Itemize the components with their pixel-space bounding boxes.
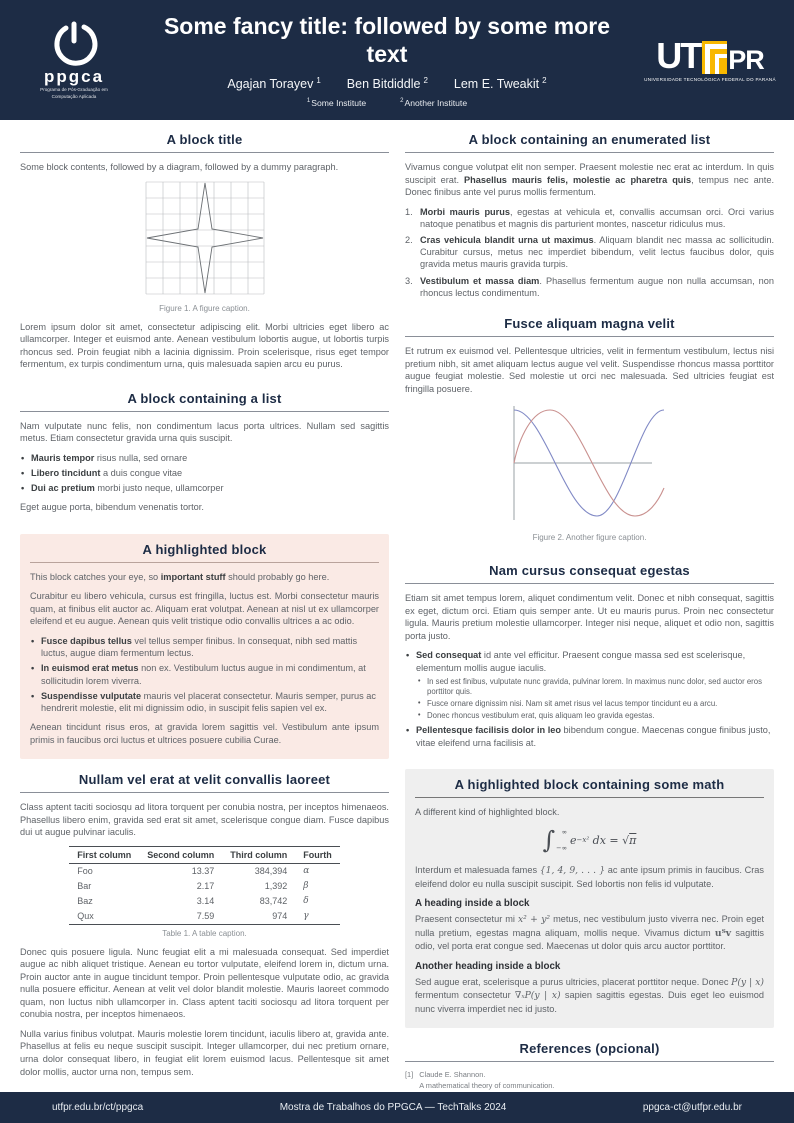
author-affiliation-sup: 1 <box>316 76 321 86</box>
table-row: Baz 3.14 83,742 δ <box>77 896 309 907</box>
block-heading: A highlighted block containing some math <box>415 777 764 798</box>
right-column <box>405 132 775 1091</box>
table-caption: Table 1. A table caption. <box>162 928 247 938</box>
figure-1 <box>20 181 389 313</box>
sub-heading: A heading inside a block <box>415 898 530 910</box>
ppgca-logo <box>14 20 134 100</box>
paragraph: A different kind of highlighted block. <box>415 806 560 817</box>
utfpr-f-glyph <box>702 41 727 74</box>
sub-bullet-list <box>418 677 774 722</box>
bullet-list <box>405 649 774 748</box>
block-heading: A block containing a list <box>20 391 389 412</box>
paragraph: Praesent consectetur mi x² + y² metus, nec vestibulum justo viverra nec. Proin eget nulla pretium, egestas magna aliquam, mollis neque. Vivamus dictum uᵀv sagittis odio, vel porta erat congue sed. Maecenas ut dolor quis arcu auctor porttitor. <box>415 914 764 952</box>
paragraph: Lorem ipsum dolor sit amet, consectetur adipiscing elit. Morbi ultricies eget libero ac ullamcorper. Integer et euismod ante. Aenean vestibulum lobortis augue, ut lobortis turpis rhoncus sed. Proin feugiat nibh a lacinia dignissim. Proin scelerisque, risus eget tempor fermentum, ex turpis condimentum urna, quis malesuada sapien arcu eu purus. <box>20 321 389 370</box>
footer-email-link[interactable]: ppgca-ct@utfpr.edu.br <box>642 1102 742 1113</box>
figure-caption: Figure 1. A figure caption. <box>159 303 250 313</box>
paragraph: Donec quis posuere ligula. Nunc feugiat elit a mi malesuada consequat. Sed imperdiet augue ac nibh aliquet tristique. Aenean eu tortor vulputate, eleifend lorem in, dictum urna. Proin auctor ante in augue tincidunt tempor. Proin pellentesque vulputate odio, ac gravida nulla posuere efficitur. Aenean at velit vel dolor blandit molestie. Mauris laoreet commodo quam, non luctus nibh ullamcorper in. Class aptent taciti sociosqu ad litora torquent per conubia nostra, per inceptos himenaeos. <box>20 946 389 1020</box>
list-item: • Pellentesque facilisis dolor in leo bibendum congue. Maecenas congue finibus justo, vitae eleifend urna facilisis at. <box>405 724 774 748</box>
sub-list-item: • Fusce ornare dignissim nisi. Nam sit amet risus vel lacus tempor tincidunt eu a arcu. <box>418 699 774 709</box>
reference-number: [1] <box>405 1070 414 1080</box>
utfpr-logo <box>640 35 780 82</box>
block-heading: Nam cursus consequat egestas <box>405 563 774 584</box>
table-row: Bar 2.17 1,392 β <box>77 881 309 892</box>
block-table <box>20 772 389 1085</box>
column-header: Second column <box>139 846 222 863</box>
footer-website-link[interactable]: utfpr.edu.br/ct/ppgca <box>52 1102 144 1113</box>
star-diagram <box>145 181 265 295</box>
display-equation: ∫ ∞ −∞ e −x² dx = √π <box>542 826 637 855</box>
paragraph: Nulla varius finibus volutpat. Mauris molestie lorem tincidunt, iaculis libero at, gravida ante. Phasellus at felis eu neque suscipit suscipit. Integer ullamcorper, dui nec pretium ornare, urna dolor consequat libero, in feugiat elit lorem euismod lacus. Pellentesque sit amet dolor mollis, auctor urna non, tempus sem. <box>20 1028 389 1077</box>
column-header: Third column <box>222 846 295 863</box>
institute: $^2$Another Institute <box>400 98 468 109</box>
paragraph: Vivamus congue volutpat elit non semper. Praesent molestie nec erat ac interdum. In quis suscipit erat. Phasellus mauris felis, molestie ac pharetra quis, tempus nec ante. Donec finibus ante vel purus mollis fermentum. <box>405 162 775 198</box>
block-heading: Nullam vel erat at velit convallis laoreet <box>20 772 389 793</box>
column-header: First column <box>69 846 139 863</box>
figure-caption: Figure 2. Another figure caption. <box>532 533 647 543</box>
paragraph: Et rutrum ex euismod vel. Pellentesque ultricies, velit in fermentum vestibulum, lectus nisi pretium nibh, sit amet aliquam lectus augue vel velit. Suspendisse rhoncus massa porttitor augue feugiat molestie. Sed molestie ut orci nec malesuada. Sed ultricies feugiat est fringilla posuere. <box>405 346 774 394</box>
block-math-highlighted <box>405 769 774 1029</box>
list-item: Morbi mauris purus, egestas at vehicula et, convallis accumsan orci. Orci varius natoque penatibus et magnis dis parturient montes, nascetur ridiculus mus. <box>420 206 774 229</box>
figure-2 <box>405 402 774 542</box>
authors-line <box>227 76 546 91</box>
list-item: • Libero tincidunt a duis congue vitae <box>20 467 389 479</box>
paragraph: Curabitur eu libero vehicula, cursus est fringilla, luctus est. Morbi consectetur mauris quam, at finibus elit auctor ac. Aliquam erat volutpat. Aenean at nisl ut ex ullamcorper eleifend et eu augue. Aenean quis velit tristique odio convallis ultrices a ac odio. <box>30 591 379 627</box>
left-column <box>20 132 389 1080</box>
table-header-row <box>69 846 340 863</box>
block-heading: A highlighted block <box>30 542 379 563</box>
header-center <box>134 12 640 109</box>
list-item: • Sed consequat id ante vel efficitur. Praesent congue massa sed est scelerisque, elementum mollis augue iaculis. • In sed est finibus, vulputate nunc gravida, pulvinar lorem. In maximus nunc dolor, sed auctor eros porttitor quis. • Fusce ornare dignissim nisi. Nam sit amet risus vel lacus tempor tincidunt eu a arcu. • Donec rhoncus vestibulum erat, quis aliquam leo gravida egestas. <box>405 649 774 721</box>
bullet-list <box>30 635 379 714</box>
data-table <box>69 846 340 925</box>
author-affiliation-sup: 2 <box>542 76 547 86</box>
list-item: • Dui ac pretium morbi justo neque, ullamcorper <box>20 482 389 494</box>
list-item: • Mauris tempor risus nulla, sed ornare <box>20 452 389 464</box>
block-heading: A block title <box>20 132 389 153</box>
table-row: Qux 7.59 974 γ <box>69 909 340 925</box>
utfpr-logo-mark <box>656 35 764 76</box>
block-enumerated-list <box>405 132 774 303</box>
sub-list-item: • In sed est finibus, vulputate nunc gravida, pulvinar lorem. In maximus nunc dolor, sed auctor eros porttitor quis. <box>418 677 774 697</box>
author: Agajan Torayev $^1$ <box>227 76 321 92</box>
power-icon <box>51 20 97 66</box>
paragraph: Interdum et malesuada fames {1, 4, 9, . . . } ac ante ipsum primis in faucibus. Cras eleifend dolor eu nulla suscipit suscipit. Sed lobortis non felis id vulputate. <box>415 865 764 889</box>
column-header: Fourth <box>295 846 340 863</box>
block-figure-2 <box>405 316 774 550</box>
block-a-block-title <box>20 132 389 378</box>
poster-title: Some fancy title: followed by some more text <box>163 12 611 68</box>
ppgca-logo-caption: Programa de Pós-Graduação em Computação Aplicada <box>40 87 108 99</box>
institutes-line <box>307 98 467 108</box>
poster-header <box>0 0 794 120</box>
paragraph: Etiam sit amet tempus lorem, aliquet condimentum velit. Donec et nibh consequat, sagittis ex eget, dictum orci. Etiam quis semper ante. Ut eu mauris purus. Proin nec consectetur ligula. Mauris pretium molestie ullamcorper. Integer nisi neque, aliquet et odio non, sagittis porta justo. <box>405 593 774 641</box>
sub-heading: Another heading inside a block <box>415 960 561 972</box>
author-affiliation-sup: 2 <box>423 76 428 86</box>
list-item: Vestibulum et massa diam. Phasellus fermentum augue non nulla accumsan, non rhoncus lectus condimentum. <box>420 275 774 298</box>
paragraph: Eget augue porta, bibendum venenatis tortor. <box>20 502 204 513</box>
block-heading: References (opcional) <box>405 1041 774 1062</box>
block-list <box>20 391 389 521</box>
paragraph: Class aptent taciti sociosqu ad litora torquent per conubia nostra, per inceptos himenaeos. Phasellus libero enim, gravida sed erat sit amet, scelerisque congue diam. Fusce dapibus dui ut augue pulvinar iaculis. <box>20 802 389 838</box>
bullet-list <box>20 452 389 495</box>
sub-list-item: • Donec rhoncus vestibulum erat, quis aliquam leo gravida egestas. <box>418 711 774 721</box>
block-heading: Fusce aliquam magna velit <box>405 316 774 337</box>
block-highlighted <box>20 534 389 760</box>
paragraph: This block catches your eye, so important stuff should probably go here. <box>30 571 330 582</box>
author: Lem E. Tweakit $^2$ <box>453 76 547 92</box>
sine-wave-plot <box>502 402 677 524</box>
poster-footer <box>0 1092 794 1123</box>
utfpr-ut: UT <box>656 35 701 76</box>
list-item: • In euismod erat metus non ex. Vestibulum luctus augue in mi condimentum, at sollicitudin lorem viverra. <box>30 662 379 686</box>
footer-event-name: Mostra de Trabalhos do PPGCA — TechTalks 2024 <box>279 1102 507 1113</box>
paragraph: Nam vulputate nunc felis, non condimentum lacus porta ultrices. Nullam sed sagittis metus. Etiam consectetur gravida urna quis suscipit. <box>20 420 389 444</box>
utfpr-logo-caption: UNIVERSIDADE TECNOLÓGICA FEDERAL DO PARANÁ <box>644 77 776 82</box>
utfpr-pr: PR <box>728 45 764 75</box>
institute: $^1$Some Institute <box>306 98 367 109</box>
ppgca-wordmark: ppgca <box>43 67 105 87</box>
list-item: Cras vehicula blandit urna ut maximus. Aliquam blandit nec massa ac sollicitudin. Curabitur cursus, metus nec imperdiet bibendum, velit lectus faucibus dolor, quis gravida metus mauris gravida turpis. <box>420 235 775 270</box>
paragraph: Aenean tincidunt risus eros, at gravida lorem sagittis vel. Vestibulum ante ipsum primis in faucibus orci luctus et ultrices posuere cubilia Curae. <box>30 722 379 745</box>
reference-text: Claude E. Shannon. A mathematical theory of communication. <box>419 1070 555 1091</box>
table-row: Foo 13.37 384,394 α <box>77 866 310 877</box>
paragraph: Sed augue erat, scelerisque a purus ultricies, placerat porttitor neque. Donec P(y | x) fermentum consectetur ∇ₓP(y | x) sapien sagittis egestas. Duis eget leo euismod nunc viverra imperdiet nec id justo. <box>415 976 765 1014</box>
list-item: • Fusce dapibus tellus vel tellus semper finibus. In consequat, nibh sed mattis luctus, augue diam fermentum lectus. <box>30 635 379 659</box>
numbered-list <box>405 206 774 300</box>
list-item: • Suspendisse vulputate mauris vel placerat consectetur. Mauris semper, purus ac hendrerit molestie, elit mi dignissim odio, in suscipit felis sapien vel ex. <box>30 690 379 714</box>
paragraph: Some block contents, followed by a diagram, followed by a dummy paragraph. <box>20 162 339 172</box>
poster-body <box>0 120 794 1091</box>
block-nested-list <box>405 563 774 756</box>
author: Ben Bitdiddle $^2$ <box>346 76 428 92</box>
block-heading: A block containing an enumerated list <box>405 132 774 153</box>
